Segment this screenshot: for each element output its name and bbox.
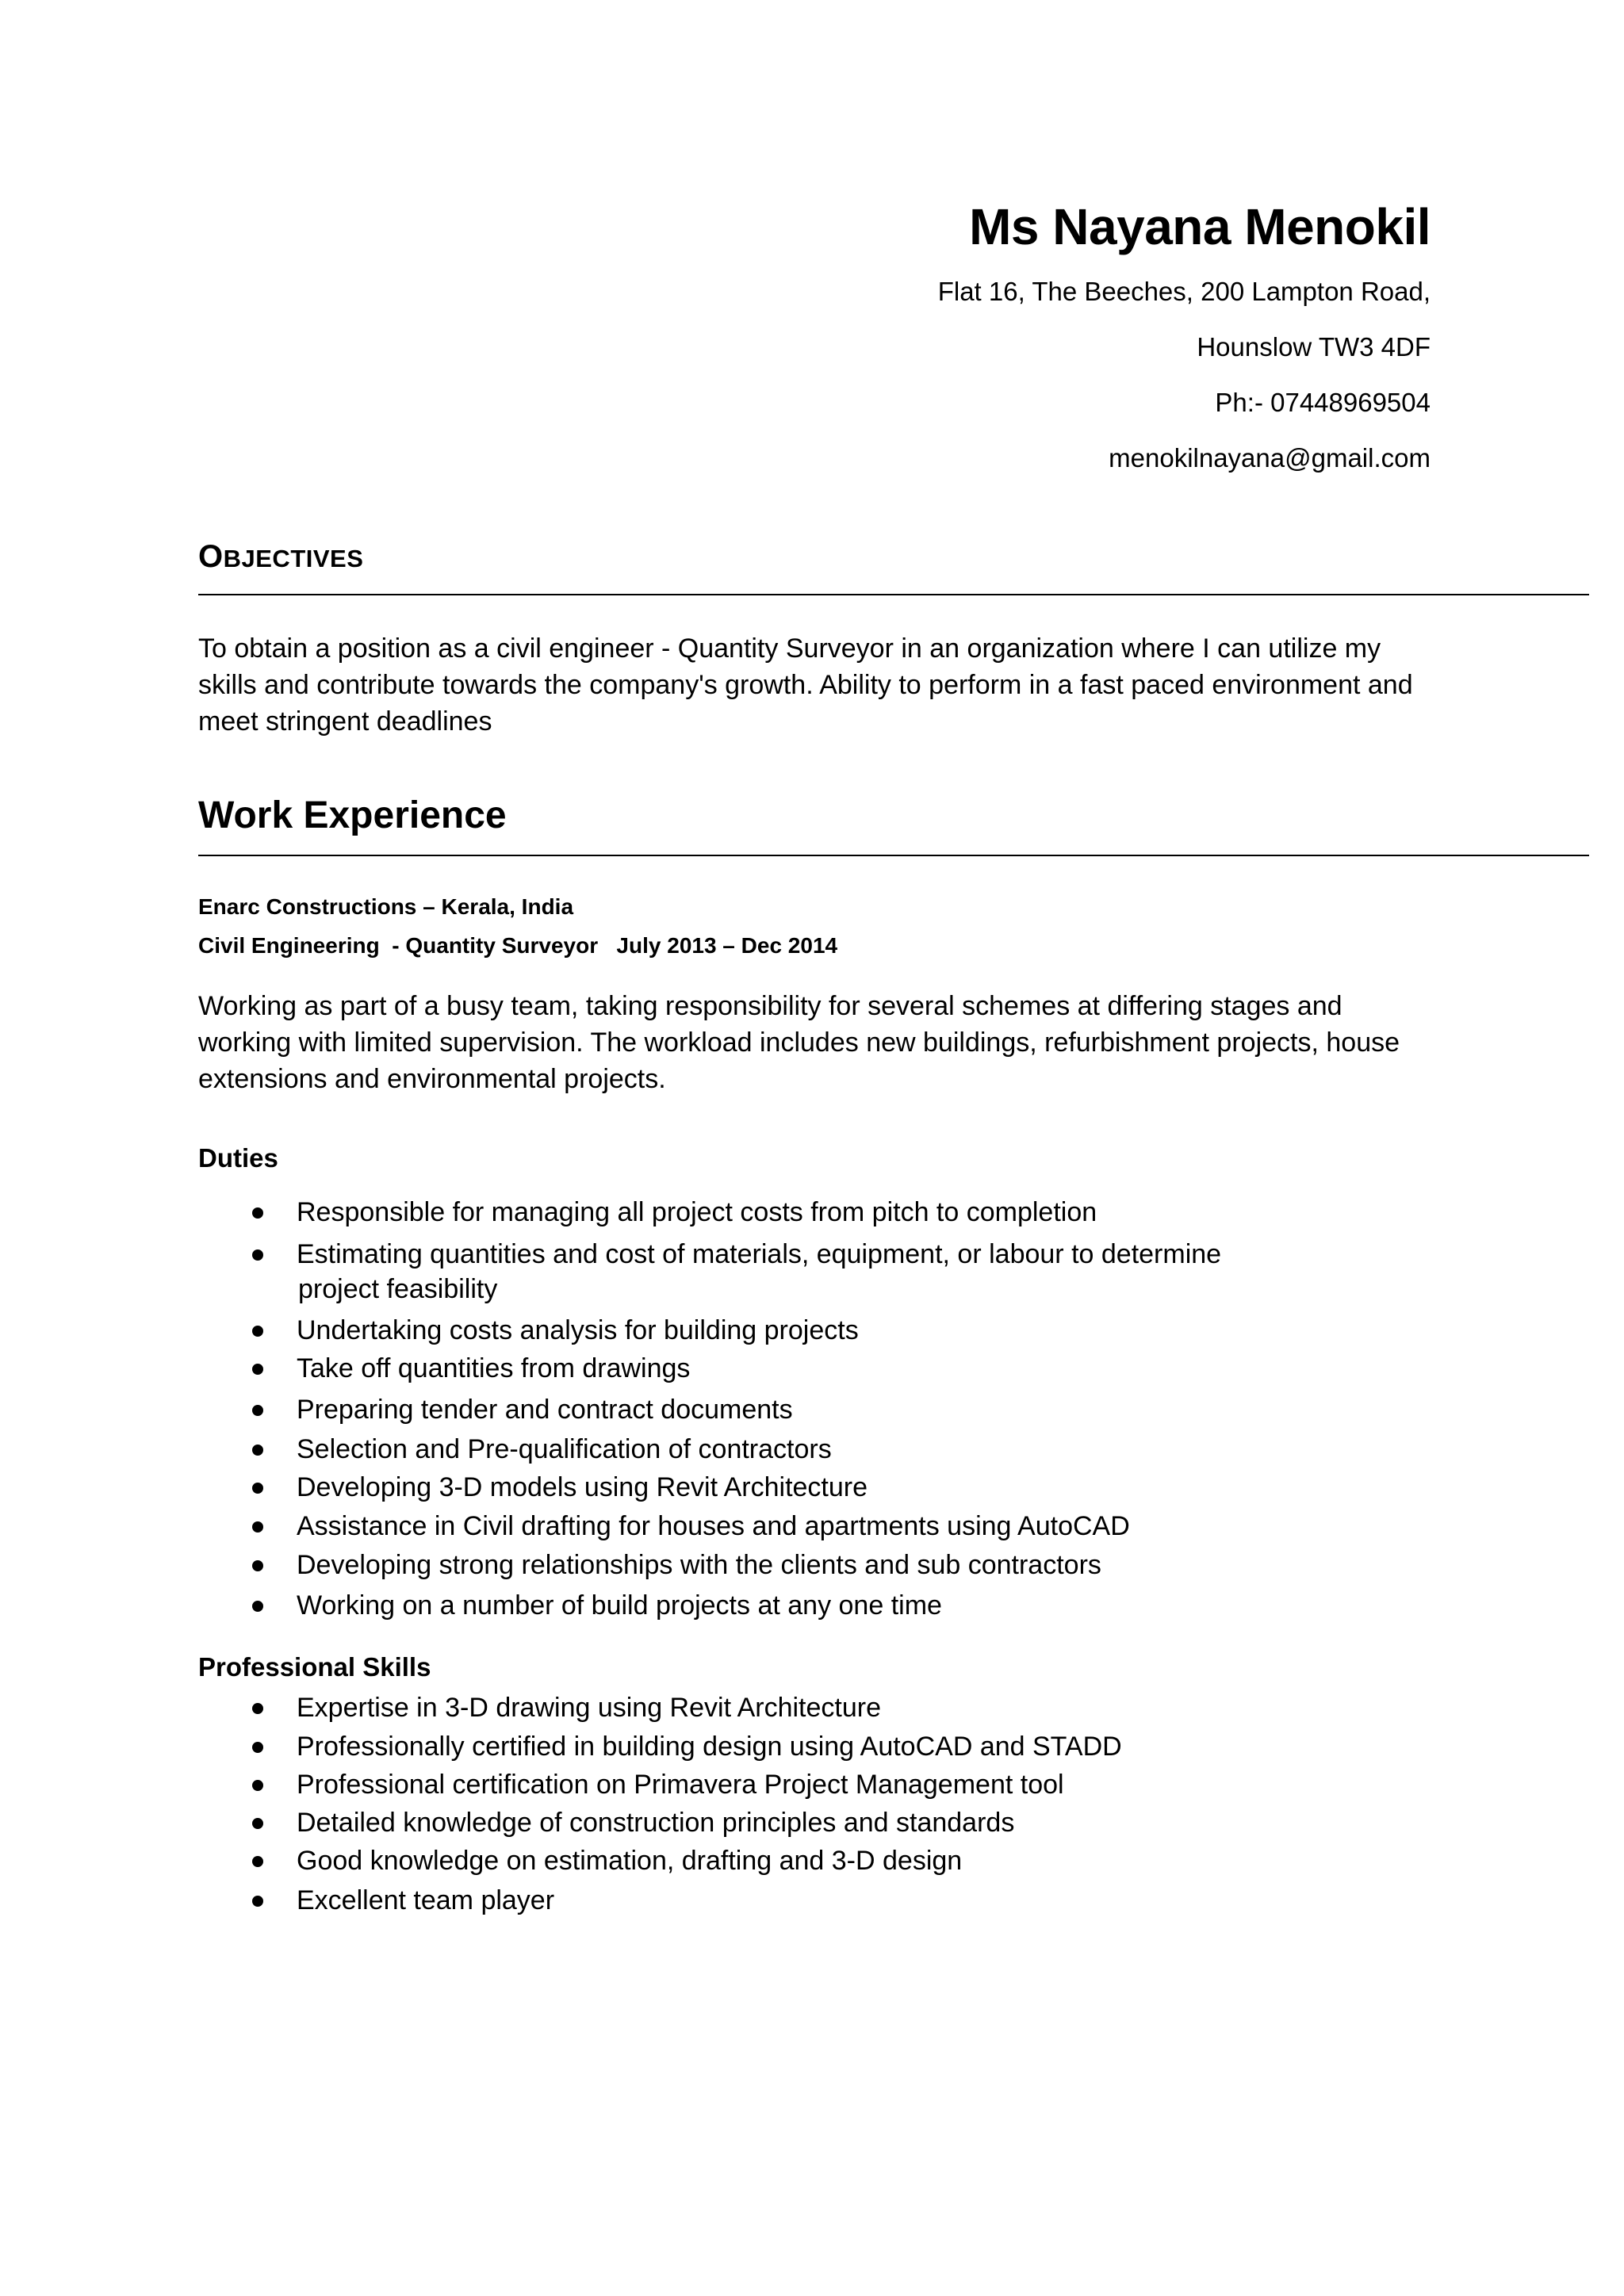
list-item: Responsible for managing all project costs from pitch to completion	[238, 1195, 1097, 1230]
bullet-icon	[252, 1780, 263, 1791]
bullet-icon	[252, 1445, 263, 1456]
email-address: menokilnayana@gmail.com	[1109, 443, 1431, 473]
list-item: Detailed knowledge of construction principles and standards	[238, 1805, 1014, 1840]
list-item: Preparing tender and contract documents	[238, 1392, 793, 1427]
bullet-icon	[252, 1207, 263, 1219]
bullet-icon	[252, 1560, 263, 1571]
duties-heading: Duties	[198, 1143, 278, 1173]
bullet-icon	[252, 1742, 263, 1753]
bullet-icon	[252, 1483, 263, 1494]
list-item: Working on a number of build projects at any one time	[238, 1588, 942, 1623]
bullet-icon	[252, 1703, 263, 1714]
list-item: Developing 3-D models using Revit Architecture	[238, 1470, 868, 1505]
bullet-icon	[252, 1818, 263, 1829]
list-item: Selection and Pre-qualification of contractors	[238, 1432, 832, 1467]
list-item: Estimating quantities and cost of materials, equipment, or labour to determine	[238, 1237, 1221, 1272]
bullet-icon	[252, 1856, 263, 1867]
list-item: Developing strong relationships with the clients and sub contractors	[238, 1548, 1101, 1582]
objectives-heading	[198, 538, 363, 578]
list-item: Professionally certified in building design using AutoCAD and STADD	[238, 1729, 1122, 1764]
list-item: Professional certification on Primavera Project Management tool	[238, 1767, 1064, 1802]
objectives-heading-rest: BJECTIVES	[223, 545, 364, 572]
company-line: Enarc Constructions – Kerala, India	[198, 894, 574, 919]
bullet-icon	[252, 1249, 263, 1261]
candidate-name: Ms Nayana Menokil	[969, 198, 1431, 255]
address-line-1: Flat 16, The Beeches, 200 Lampton Road,	[937, 277, 1431, 306]
list-item-continuation: project feasibility	[298, 1274, 498, 1304]
professional-skills-heading: Professional Skills	[198, 1652, 431, 1682]
contact-header	[717, 195, 1431, 498]
role-line: Civil Engineering - Quantity Surveyor July 2013 – Dec 2014	[198, 933, 838, 958]
bullet-icon	[252, 1326, 263, 1337]
objectives-heading-initial: O	[198, 539, 224, 574]
phone-number: Ph:- 07448969504	[1215, 388, 1431, 417]
bullet-icon	[252, 1405, 263, 1416]
list-item: Excellent team player	[238, 1883, 554, 1918]
bullet-icon	[252, 1521, 263, 1533]
list-item: Undertaking costs analysis for building projects	[238, 1313, 859, 1348]
bullet-icon	[252, 1601, 263, 1612]
objectives-text: To obtain a position as a civil engineer - Quantity Surveyor in an organization where I can utilize my skills and contribute towards the company's growth. Ability to perform in a fast paced environment and meet stringent deadlines	[198, 633, 1413, 737]
work-experience-divider	[198, 855, 1589, 856]
list-item: Good knowledge on estimation, drafting and 3-D design	[238, 1843, 962, 1878]
work-description: Working as part of a busy team, taking responsibility for several schemes at differing stages and working with limited supervision. The workload includes new buildings, refurbishment projects, house extensions and environmental projects.	[198, 991, 1400, 1094]
list-item: Expertise in 3-D drawing using Revit Architecture	[238, 1690, 881, 1725]
bullet-icon	[252, 1364, 263, 1375]
work-experience-heading: Work Experience	[198, 794, 507, 836]
bullet-icon	[252, 1896, 263, 1907]
objectives-divider	[198, 594, 1589, 595]
list-item: Assistance in Civil drafting for houses and apartments using AutoCAD	[238, 1509, 1130, 1544]
list-item: Take off quantities from drawings	[238, 1351, 690, 1386]
address-line-2: Hounslow TW3 4DF	[1197, 332, 1431, 362]
